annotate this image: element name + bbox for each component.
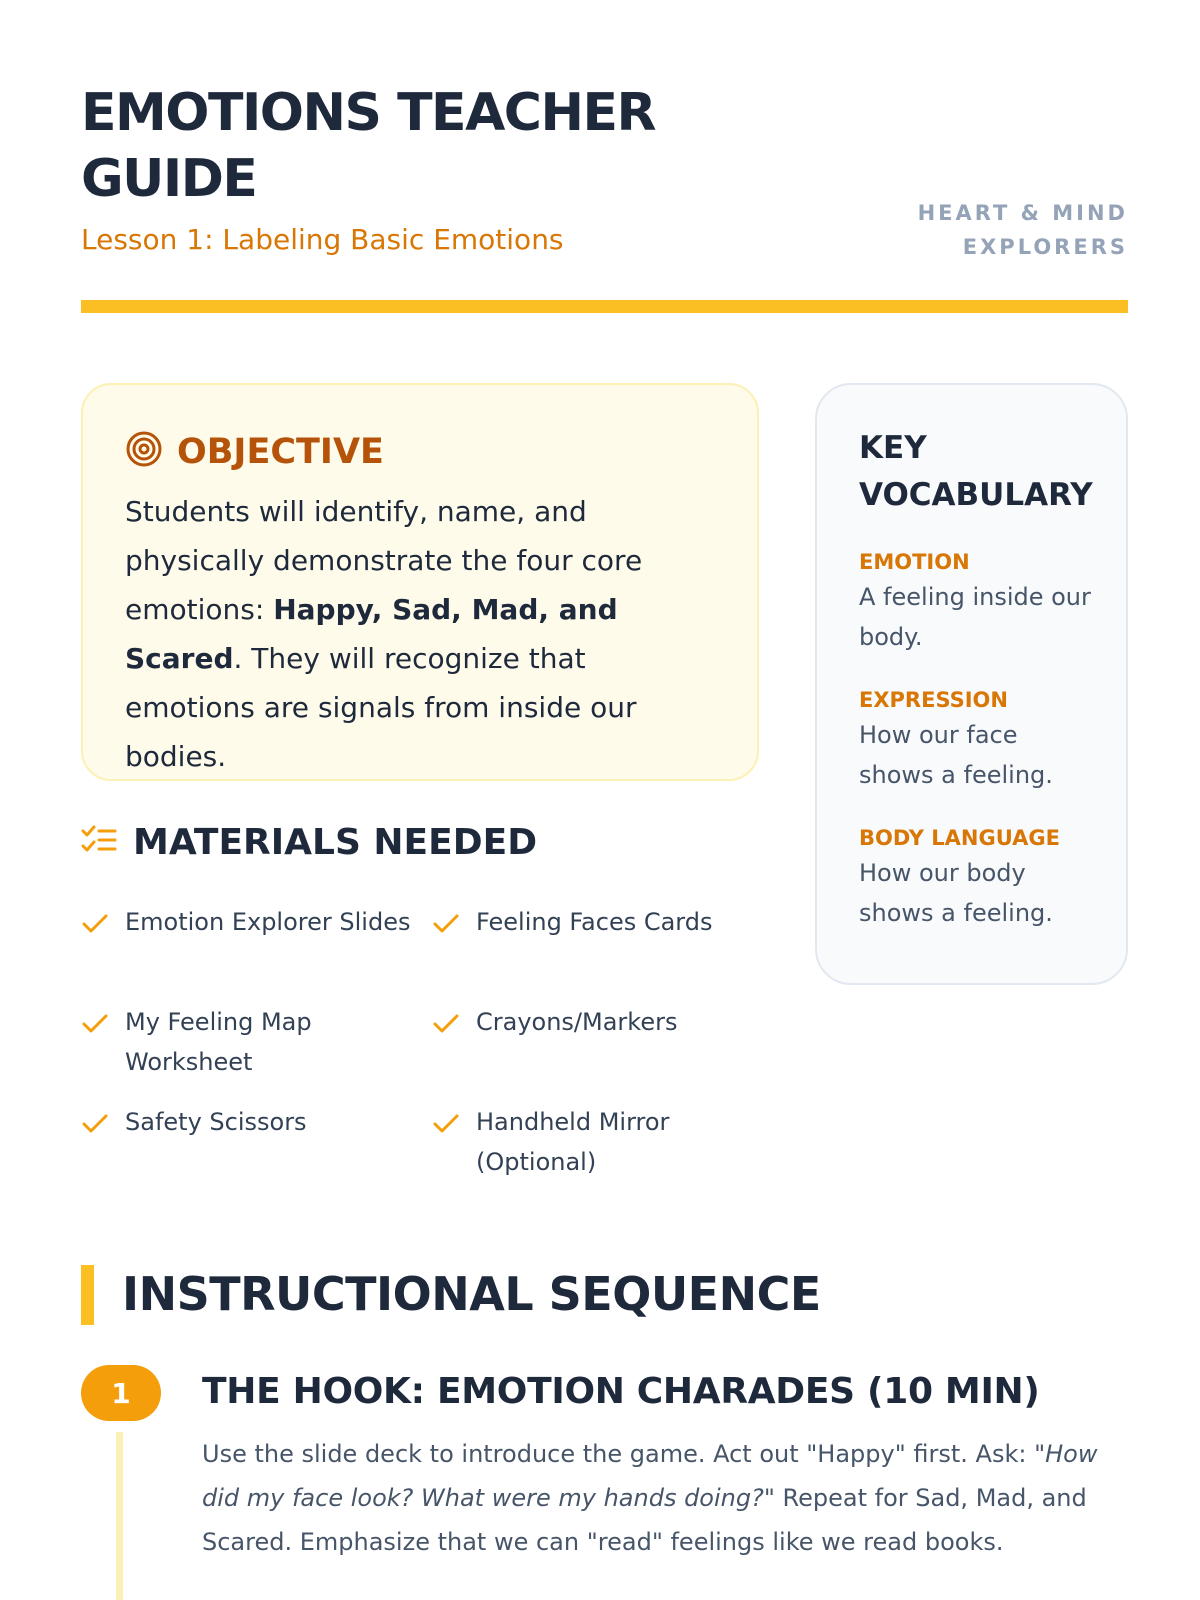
material-label: Handheld Mirror (Optional) xyxy=(476,1108,670,1176)
page-header xyxy=(81,80,1128,258)
target-icon xyxy=(125,430,163,473)
material-item xyxy=(432,1102,761,1182)
vocab-entry xyxy=(859,823,1096,933)
vocabulary-card xyxy=(815,383,1128,985)
material-label: Crayons/Markers xyxy=(476,1008,678,1036)
brand-name xyxy=(918,196,1128,264)
vocab-term: EXPRESSION xyxy=(859,688,1008,712)
materials-heading: MATERIALS NEEDED xyxy=(133,822,538,863)
check-icon xyxy=(81,1008,109,1048)
material-item xyxy=(81,902,432,982)
objective-text xyxy=(125,487,717,781)
materials-header xyxy=(81,822,537,863)
lesson-subtitle: Lesson 1: Labeling Basic Emotions xyxy=(81,223,564,256)
check-icon xyxy=(432,1108,460,1148)
material-item xyxy=(432,1002,761,1082)
material-label: Emotion Explorer Slides xyxy=(125,908,411,936)
material-label: Feeling Faces Cards xyxy=(476,908,713,936)
vocab-definition: How our face shows a feeling. xyxy=(859,721,1053,789)
objective-card xyxy=(81,383,759,781)
vocab-definition: How our body shows a feeling. xyxy=(859,859,1053,927)
material-label: Safety Scissors xyxy=(125,1108,307,1136)
vocab-entry xyxy=(859,547,1096,657)
vocabulary-heading: KEY VOCABULARY xyxy=(859,430,1093,513)
step-title: THE HOOK: EMOTION CHARADES (10 MIN) xyxy=(202,1371,1040,1412)
vocab-term: BODY LANGUAGE xyxy=(859,826,1060,850)
vocab-term: EMOTION xyxy=(859,550,970,574)
vocab-entry xyxy=(859,685,1096,795)
objective-header xyxy=(125,430,717,473)
vocab-definition: A feeling inside our body. xyxy=(859,583,1091,651)
step-description xyxy=(202,1432,1112,1564)
step-text-start: Use the slide deck to introduce the game. Act out "Happy" first. Ask: xyxy=(202,1440,1035,1468)
step-text-question: "How did my face look? What were my hands doing?" xyxy=(202,1440,1098,1512)
brand-line-1: HEART & MIND xyxy=(917,201,1128,225)
check-icon xyxy=(81,908,109,948)
check-icon xyxy=(432,908,460,948)
sequence-heading: INSTRUCTIONAL SEQUENCE xyxy=(122,1267,821,1321)
material-label: My Feeling Map Worksheet xyxy=(125,1008,312,1076)
step-timeline-line xyxy=(116,1432,123,1600)
objective-text-start: Students will identify, name, and physically demonstrate the four core emotions: xyxy=(125,495,643,626)
section-accent-bar xyxy=(81,1265,94,1325)
material-item xyxy=(81,1002,432,1082)
check-icon xyxy=(432,1008,460,1048)
materials-list xyxy=(81,902,761,1182)
brand-line-2: EXPLORERS xyxy=(962,235,1128,259)
check-icon xyxy=(81,1108,109,1148)
material-item xyxy=(432,902,761,982)
objective-text-end: . They will recognize that emotions are signals from inside our bodies. xyxy=(125,642,637,773)
step-number-badge: 1 xyxy=(81,1365,161,1421)
objective-heading: OBJECTIVE xyxy=(177,431,384,472)
objective-text-emotions: Happy, Sad, Mad, and Scared xyxy=(125,593,618,675)
step-text-end: Repeat for Sad, Mad, and Scared. Emphasize that we can "read" feelings like we read books. xyxy=(202,1484,1087,1556)
page-title: EMOTIONS TEACHER GUIDE xyxy=(81,83,656,209)
header-divider xyxy=(81,300,1128,313)
checklist-icon xyxy=(81,824,117,861)
material-item xyxy=(81,1102,432,1182)
